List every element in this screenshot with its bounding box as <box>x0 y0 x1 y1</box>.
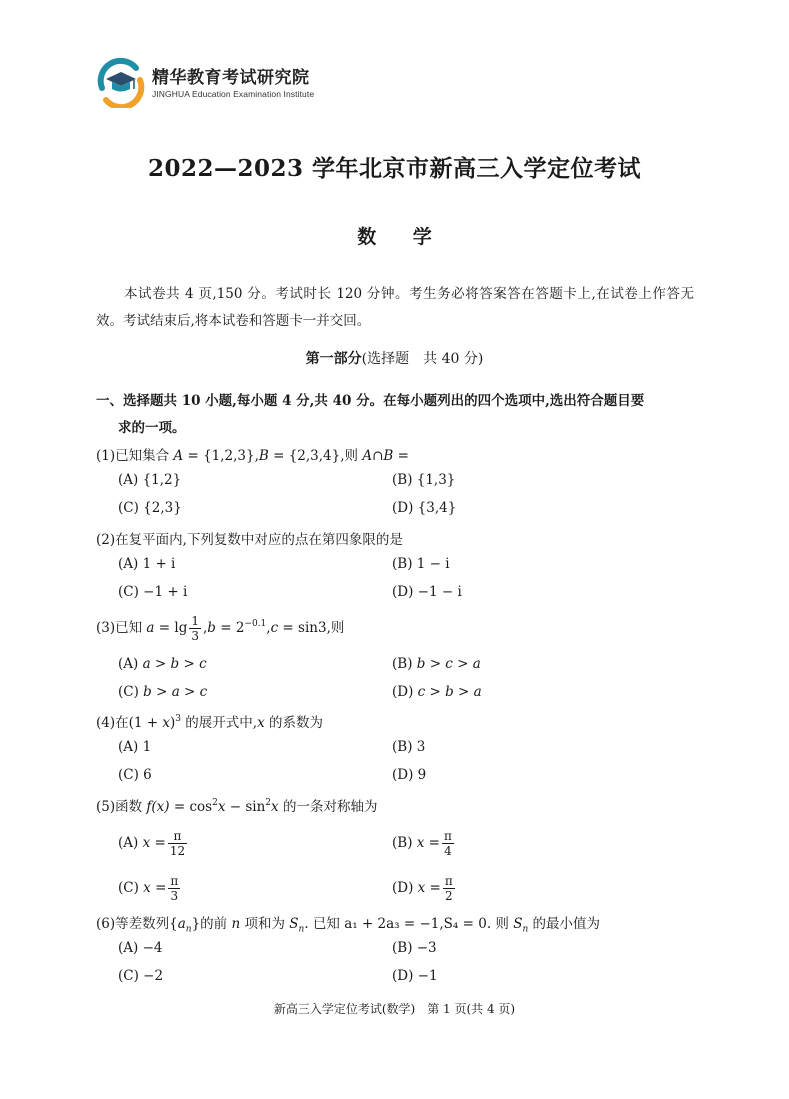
stem-end: = <box>393 448 409 464</box>
question-6-option-c[interactable]: (C) −2 <box>118 968 164 984</box>
power-exponent: −0.1 <box>244 619 267 629</box>
cos-expr: = cos <box>169 799 213 815</box>
question-5-option-b[interactable] <box>392 829 456 858</box>
fraction-denominator: 3 <box>191 629 199 643</box>
pi-fraction <box>168 874 180 903</box>
question-5-option-d[interactable] <box>392 874 457 903</box>
var-c: c <box>270 620 279 636</box>
question-number: (2) <box>96 532 116 548</box>
page-footer: 新高三入学定位考试(数学) 第 1 页(共 4 页) <box>273 1002 516 1016</box>
question-number: (4) <box>96 715 116 731</box>
stem-text: 项和为 <box>240 916 290 932</box>
fraction-denominator: 12 <box>169 844 186 858</box>
option-label: (D) <box>392 880 414 896</box>
var-A: A <box>173 448 184 464</box>
question-2-option-a[interactable]: (A) 1 + i <box>118 556 176 572</box>
question-4-option-d[interactable]: (D) 9 <box>392 767 427 783</box>
var-S: S <box>289 916 299 932</box>
question-6-option-d[interactable]: (D) −1 <box>392 968 438 984</box>
question-4-option-b[interactable]: (B) 3 <box>392 739 426 755</box>
question-number: (6) <box>96 916 116 932</box>
option-var: x = <box>417 880 441 896</box>
stem-text: 已知集合 <box>115 448 174 464</box>
question-2-option-d[interactable]: (D) −1 − i <box>392 584 462 600</box>
option-var: x = <box>143 880 167 896</box>
binomial-open: 在(1 + <box>115 715 163 731</box>
institute-logo <box>96 58 314 108</box>
stem-text: . 已知 <box>304 916 345 932</box>
square-exponent: 2 <box>265 798 272 808</box>
stem-text: }的前 <box>191 916 232 932</box>
condition-expr: a₁ + 2a₃ = −1,S₄ = 0. 则 <box>344 916 514 932</box>
subscript-n: n <box>298 924 305 935</box>
question-number: (3) <box>96 620 116 636</box>
question-2-option-b[interactable]: (B) 1 − i <box>392 556 450 572</box>
exam-subject: 数 学 <box>357 226 432 248</box>
lg-expr: = lg <box>154 620 188 636</box>
question-5-option-a[interactable] <box>118 829 189 858</box>
var-b: b <box>207 620 216 636</box>
set-A: = {1,2,3}, <box>183 448 259 464</box>
question-4-option-c[interactable]: (C) 6 <box>118 767 152 783</box>
var-x: x <box>271 799 279 815</box>
square-exponent: 2 <box>212 798 218 808</box>
set-B: = {2,3,4},则 <box>268 448 363 464</box>
question-1-stem <box>96 444 409 464</box>
question-1-option-c[interactable]: (C) {2,3} <box>118 500 182 516</box>
fraction-denominator: 4 <box>444 844 452 858</box>
fraction-numerator: 1 <box>191 614 199 628</box>
option-label: (D) <box>392 684 414 700</box>
question-3-option-b[interactable] <box>392 656 481 672</box>
question-3-stem: (3)已知 a = lg $\frac{1}{3}$ $,b = 2^{-0.1},c = \sin 3$,则 <box>96 614 345 643</box>
var-a: a <box>177 916 186 932</box>
stem-text: 的展开式中, <box>181 715 258 731</box>
question-2-option-c[interactable]: (C) −1 + i <box>118 584 188 600</box>
var-x: x <box>162 715 170 731</box>
question-4-option-a[interactable]: (A) 1 <box>118 739 152 755</box>
var-x: x <box>217 799 226 815</box>
institute-name-en: JINGHUA Education Examination Institute <box>152 88 315 99</box>
var-S: S <box>513 916 523 932</box>
section-line-2: 求的一项。 <box>118 420 186 436</box>
function-f: f(x) <box>146 799 170 815</box>
option-label: (C) <box>118 684 139 700</box>
institute-name-cn: 精华教育考试研究院 <box>152 67 310 88</box>
fraction-numerator: π <box>170 874 179 888</box>
exam-instructions: 本试卷共 4 页,150 分。考试时长 120 分钟。考生务必将答案答在答题卡上,在试卷上作答无效。考试结束后,将本试卷和答题卡一并交回。 <box>96 286 694 329</box>
part-title <box>0 348 789 368</box>
pi-fraction <box>442 829 454 858</box>
question-6-option-a[interactable]: (A) −4 <box>118 940 163 956</box>
option-expr: a > b > c <box>142 656 207 672</box>
fraction-numerator: π <box>444 874 453 888</box>
stem-end: 的一条对称轴为 <box>278 799 378 815</box>
stem-text: 等差数列{ <box>115 916 178 932</box>
var-a: a <box>146 620 155 636</box>
subscript-n: n <box>522 924 529 935</box>
section-line-1: 一、选择题共 10 小题,每小题 4 分,共 40 分。在每小题列出的四个选项中,选出符合题目要 <box>96 393 645 409</box>
option-expr: b > a > c <box>143 684 208 700</box>
var-B: B <box>258 448 269 464</box>
pi-fraction <box>168 829 187 858</box>
question-3-option-c[interactable] <box>118 684 207 700</box>
fraction-numerator: π <box>168 829 187 844</box>
fraction-denominator: 2 <box>445 889 453 903</box>
question-1-option-b[interactable]: (B) {1,3} <box>392 472 456 488</box>
section-instructions <box>96 388 696 442</box>
sin-expr: = sin3,则 <box>278 620 345 636</box>
option-label: (A) <box>118 835 139 851</box>
question-4-stem <box>96 711 323 731</box>
stem-text: 函数 <box>115 799 147 815</box>
option-var: x = <box>142 835 166 851</box>
option-label: (A) <box>118 656 139 672</box>
question-1-option-a[interactable]: (A) {1,2} <box>118 472 182 488</box>
question-5-option-c[interactable] <box>118 874 182 903</box>
part-title-main: 第一部分 <box>305 351 362 367</box>
question-6-stem <box>96 912 600 935</box>
sin-expr: − sin <box>225 799 266 815</box>
option-label: (B) <box>392 656 413 672</box>
graduation-cap-logo-icon <box>96 58 146 108</box>
exam-title: 2022—2023 学年北京市新高三入学定位考试 <box>147 155 642 182</box>
power-base: = 2 <box>215 620 245 636</box>
question-number: (1) <box>96 448 116 464</box>
option-label: (C) <box>118 880 139 896</box>
var-x: x <box>257 715 265 731</box>
question-6-option-b[interactable]: (B) −3 <box>392 940 437 956</box>
question-5-stem <box>96 795 377 815</box>
option-expr: b > c > a <box>416 656 481 672</box>
stem-text: 已知 <box>115 620 147 636</box>
binomial-close: ) <box>170 715 176 731</box>
option-expr: c > b > a <box>417 684 482 700</box>
stem-end: 的系数为 <box>264 715 324 731</box>
stem-text: 在复平面内,下列复数中对应的点在第四象限的是 <box>115 532 403 548</box>
question-1-option-d[interactable]: (D) {3,4} <box>392 500 457 516</box>
fraction-denominator: 3 <box>170 889 179 903</box>
question-3-option-d[interactable] <box>392 684 482 700</box>
fraction-numerator: π <box>443 829 452 843</box>
option-label: (B) <box>392 835 413 851</box>
pi-fraction <box>443 874 455 903</box>
intersection-expr: A∩B <box>362 448 394 464</box>
subscript-n: n <box>185 924 192 935</box>
fraction-one-third <box>189 614 201 643</box>
binomial-exponent: 3 <box>175 714 182 724</box>
question-2-stem <box>96 528 403 548</box>
part-title-detail: (选择题 共 40 分) <box>361 351 484 367</box>
var-n: n <box>231 916 241 932</box>
question-number: (5) <box>96 799 116 815</box>
stem-end: 的最小值为 <box>528 916 601 932</box>
question-3-option-a[interactable] <box>118 656 207 672</box>
option-var: x = <box>416 835 440 851</box>
